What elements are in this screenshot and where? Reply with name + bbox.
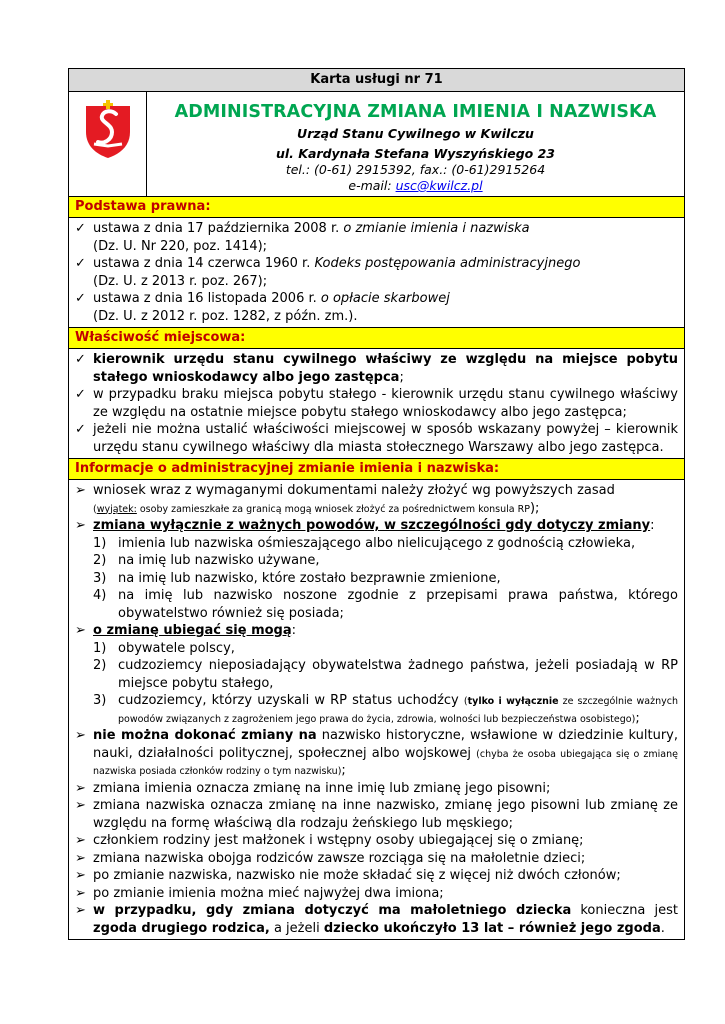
arrow-bullet-icon: ➢ xyxy=(75,850,86,866)
legal-basis-list xyxy=(69,218,684,327)
arrow-bullet-icon: ➢ xyxy=(75,885,86,901)
card-number: Karta usługi nr 71 xyxy=(69,69,684,92)
arrow-bullet-icon: ➢ xyxy=(75,483,86,498)
list-item: ➢ po zmianie nazwiska, nazwisko nie może składać się z więcej niż dwóch członów; xyxy=(75,868,621,883)
arrow-bullet-icon: ➢ xyxy=(75,623,86,638)
list-item: ✓ jeżeli nie można ustalić właściwości miejscowej w sposób wskazany powyżej – kierownik urzędu stanu cywilnego właściwy dla miasta stołecznego Warszawy albo jego zastępca. xyxy=(75,422,678,455)
checkmark-icon: ✓ xyxy=(75,291,86,306)
arrow-bullet-icon: ➢ xyxy=(75,903,86,918)
numbered-item: 3) cudzoziemcy, którzy uzyskali w RP status uchodźcy (tylko i wyłącznie ze szczególnie ważnych powodów związanych z zagrożeniem jego prawa do życia, zdrowia, wolności lub bezpieczeństwa osobistego); xyxy=(93,693,678,726)
office-email xyxy=(147,178,684,194)
numbered-item: 4) na imię lub nazwisko noszone zgodnie z przepisami prawa państwa, którego obywatelstwo również się posiada; xyxy=(93,588,678,621)
numbered-item: 1) obywatele polscy, xyxy=(93,640,235,656)
arrow-bullet-icon: ➢ xyxy=(75,868,86,883)
list-item: ✓ kierownik urzędu stanu cywilnego właściwy ze względu na miejsce pobytu stałego wnioskodawcy albo jego zastępca; xyxy=(75,352,678,385)
office-info xyxy=(147,92,684,196)
list-item: ✓ ustawa z dnia 16 listopada 2006 r. o opłacie skarbowej (Dz. U. z 2012 r. poz. 1282, z późn. zm.). xyxy=(75,291,450,324)
office-phone: tel.: (0-61) 2915392, fax.: (0-61)2915264 xyxy=(285,162,546,177)
list-item: ➢ nie można dokonać zmiany na nazwisko historyczne, wsławione w dziedzinie kultury, nauki, działalności politycznej, społecznej albo wojskowej (chyba że osoba ubiegająca się o zmianę nazwiska posiada członków rodziny o tym nazwisku); xyxy=(75,728,678,778)
numbered-item: 2) cudzoziemcy nieposiadający obywatelstwa żadnego państwa, jeżeli posiadają w RP miejsce pobytu stałego, xyxy=(93,658,678,691)
office-address: ul. Kardynała Stefana Wyszyńskiego 23 xyxy=(276,146,555,161)
list-item: ➢ po zmianie imienia można mieć najwyżej dwa imiona; xyxy=(75,885,444,901)
checkmark-icon: ✓ xyxy=(75,422,86,437)
info-heading: Informacje o administracyjnej zmianie imienia i nazwiska: xyxy=(69,458,684,480)
list-item: ➢ w przypadku, gdy zmiana dotyczyć ma małoletniego dziecka konieczna jest zgoda drugiego rodzica, a jeżeli dziecko ukończyło 13 lat – również jego zgoda. xyxy=(75,903,678,936)
arrow-bullet-icon: ➢ xyxy=(75,833,86,848)
arrow-bullet-icon: ➢ xyxy=(75,518,86,533)
legal-basis-heading: Podstawa prawna: xyxy=(69,197,684,218)
page-title: ADMINISTRACYJNA ZMIANA IMIENIA I NAZWISKA xyxy=(174,102,657,122)
checkmark-icon: ✓ xyxy=(75,352,86,367)
card-header xyxy=(69,92,684,197)
numbered-item: 3) na imię lub nazwisko, które zostało bezprawnie zmienione, xyxy=(93,570,501,586)
service-card xyxy=(68,68,685,940)
numbered-item: 2) na imię lub nazwisko używane, xyxy=(93,553,320,568)
checkmark-icon: ✓ xyxy=(75,387,86,402)
info-list xyxy=(69,480,684,939)
list-item: ✓ ustawa z dnia 17 października 2008 r. o zmianie imienia i nazwiska (Dz. U. Nr 220, poz. 1414); xyxy=(75,221,530,254)
list-item: ✓ ustawa z dnia 14 czerwca 1960 r. Kodeks postępowania administracyjnego (Dz. U. z 2013 r. poz. 267); xyxy=(75,256,581,289)
checkmark-icon: ✓ xyxy=(75,256,86,271)
list-item: ➢ zmiana wyłącznie z ważnych powodów, w szczególności gdy dotyczy zmiany: xyxy=(75,518,655,533)
list-item: ➢ wniosek wraz z wymaganymi dokumentami należy złożyć wg powyższych zasad (wyjątek: osoby zamieszkałe za granicą mogą wniosek złożyć za pośrednictwem konsula RP); xyxy=(75,483,615,516)
list-item: ✓ w przypadku braku miejsca pobytu stałego - kierownik urzędu stanu cywilnego właściwy ze względu na ostatnie miejsce pobytu stałego wnioskodawcy albo jego zastępca; xyxy=(75,387,678,420)
numbered-item: 1) imienia lub nazwiska ośmieszającego albo nielicującego z godnością człowieka, xyxy=(93,535,636,551)
list-item: ➢ zmiana nazwiska oznacza zmianę na inne nazwisko, zmianę jego pisowni lub zmianę ze względu na formę właściwą dla rodzaju żeńskiego lub męskiego; xyxy=(75,798,678,831)
list-item: ➢ zmiana nazwiska obojga rodziców zawsze rozciąga się na małoletnie dzieci; xyxy=(75,850,586,866)
email-link[interactable]: usc@kwilcz.pl xyxy=(395,178,483,193)
checkmark-icon: ✓ xyxy=(75,221,86,236)
arrow-bullet-icon: ➢ xyxy=(75,798,86,813)
email-label: e-mail: xyxy=(348,178,396,193)
coat-of-arms-icon xyxy=(82,98,134,160)
logo-cell xyxy=(69,92,147,196)
list-item: ➢ członkiem rodziny jest małżonek i wstępny osoby ubiegającej się o zmianę; xyxy=(75,833,584,848)
jurisdiction-list xyxy=(69,349,684,458)
arrow-bullet-icon: ➢ xyxy=(75,780,86,796)
list-item: ➢ zmiana imienia oznacza zmianę na inne imię lub zmianę jego pisowni; xyxy=(75,780,551,796)
arrow-bullet-icon: ➢ xyxy=(75,728,86,743)
office-name: Urząd Stanu Cywilnego w Kwilczu xyxy=(297,126,534,141)
list-item: ➢ o zmianę ubiegać się mogą: xyxy=(75,623,297,638)
jurisdiction-heading: Właściwość miejscowa: xyxy=(69,327,684,349)
